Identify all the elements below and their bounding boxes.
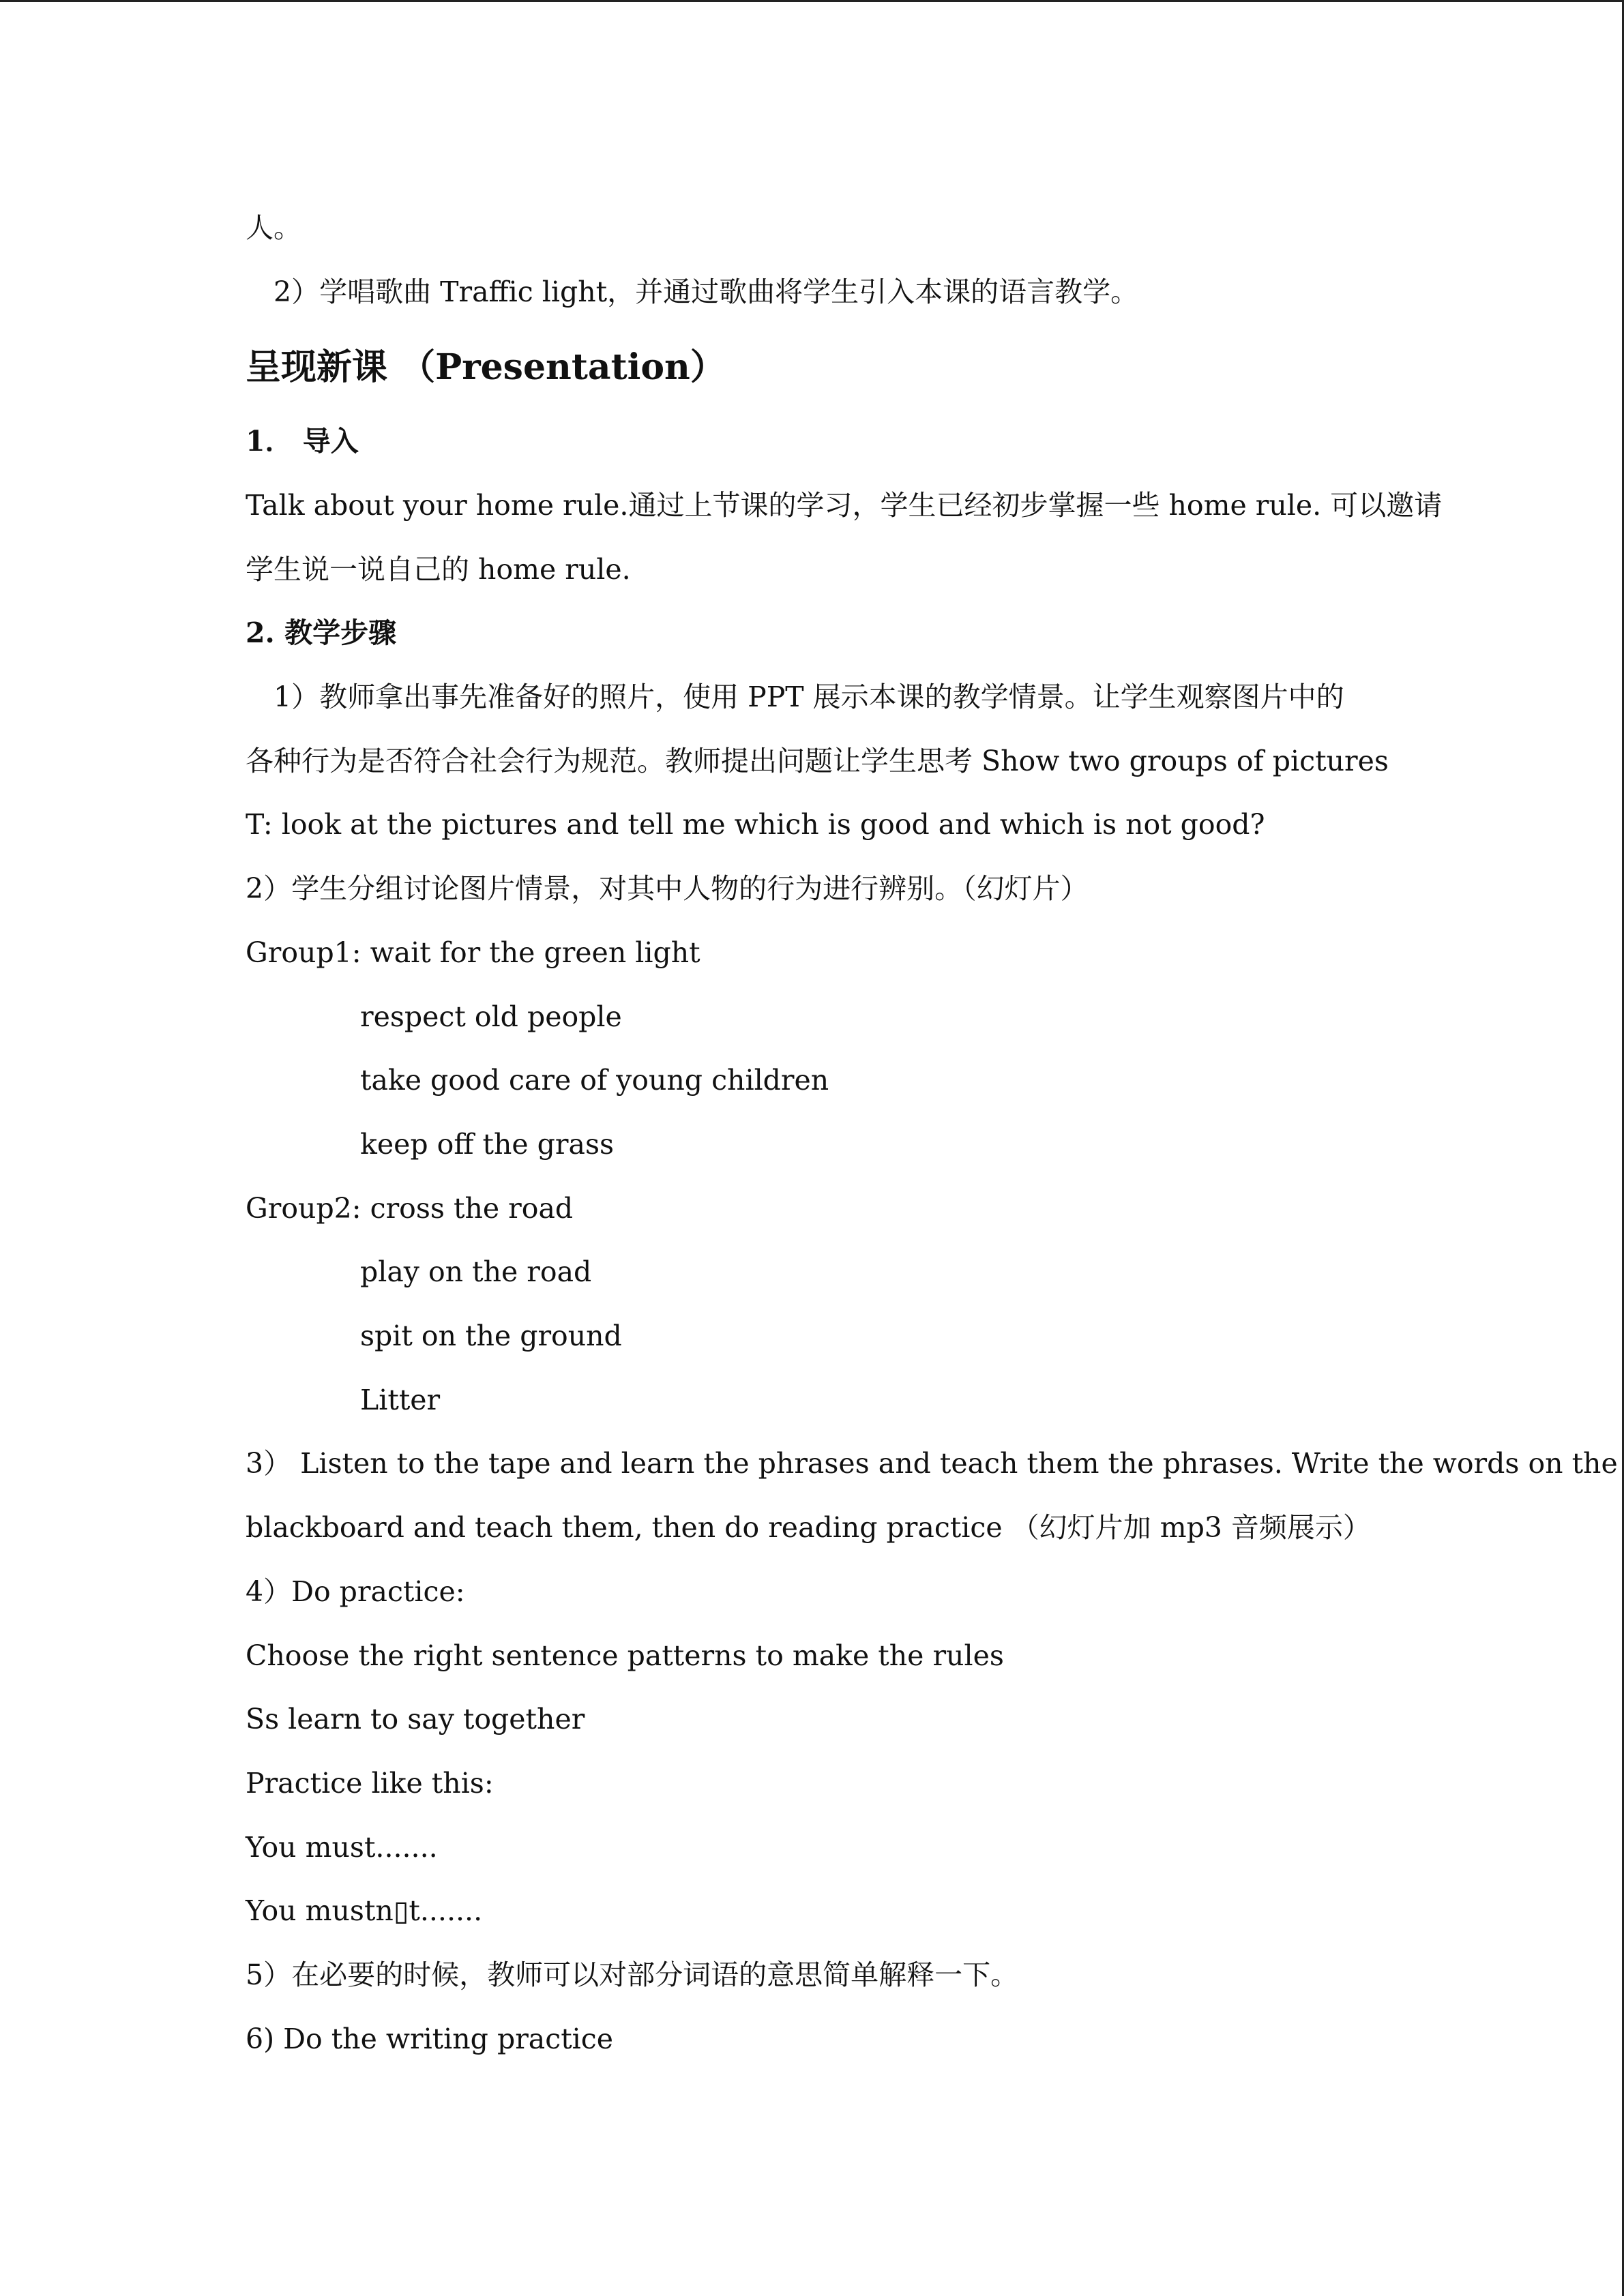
- text-line-step-1-cont: 各种行为是否符合社会行为规范。教师提出问题让学生思考 Show two groups of pictures: [246, 745, 1389, 777]
- group2-item: play on the road: [360, 1255, 592, 1288]
- text-line-pattern-mustnt: You mustn▯t.......: [246, 1894, 483, 1927]
- text-line-step-3: 3） Listen to the tape and learn the phrases and teach them the phrases. Write the words on the: [246, 1447, 1618, 1480]
- text-line-step-6: 6) Do the writing practice: [246, 2023, 614, 2055]
- text-line-home-rule: Talk about your home rule.通过上节课的学习，学生已经初步掌握一些 home rule. 可以邀请: [246, 489, 1443, 522]
- text-line-teacher-question: T: look at the pictures and tell me which is good and which is not good?: [246, 808, 1265, 841]
- text-line-practice: Ss learn to say together: [246, 1703, 585, 1735]
- group1-item: take good care of young children: [360, 1064, 829, 1097]
- text-line-pattern-must: You must.......: [246, 1831, 438, 1864]
- text-line-step-1: 1）教师拿出事先准备好的照片，使用 PPT 展示本课的教学情景。让学生观察图片中的: [246, 681, 1344, 713]
- subheading-introduction: 1． 导入: [246, 425, 359, 458]
- subheading-teaching-steps: 2. 教学步骤: [246, 616, 397, 649]
- text-line-practice: Choose the right sentence patterns to make the rules: [246, 1639, 1004, 1672]
- group1-item: keep off the grass: [360, 1128, 615, 1161]
- page-top-border: [0, 0, 1624, 2]
- group2-label-line: Group2: cross the road: [246, 1192, 574, 1225]
- group2-item: spit on the ground: [360, 1320, 622, 1352]
- text-line-step-2: 2）学生分组讨论图片情景，对其中人物的行为进行辨别。（幻灯片）: [246, 872, 1089, 905]
- section-heading-presentation: 呈现新课 （Presentation）: [246, 346, 726, 388]
- group1-label-line: Group1: wait for the green light: [246, 936, 700, 969]
- text-line-home-rule-cont: 学生说一说自己的 home rule.: [246, 553, 631, 586]
- text-line-practice: Practice like this:: [246, 1767, 494, 1800]
- group1-item: respect old people: [360, 1000, 622, 1033]
- group2-item: Litter: [360, 1384, 441, 1416]
- text-line-song: 2）学唱歌曲 Traffic light，并通过歌曲将学生引入本课的语言教学。: [246, 275, 1139, 308]
- text-line-step-4: 4）Do practice:: [246, 1575, 465, 1608]
- text-line-step-5: 5）在必要的时候，教师可以对部分词语的意思简单解释一下。: [246, 1958, 1019, 1991]
- text-line-step-3-cont: blackboard and teach them, then do reading practice （幻灯片加 mp3 音频展示）: [246, 1511, 1371, 1544]
- text-line-continuation: 人。: [246, 211, 301, 244]
